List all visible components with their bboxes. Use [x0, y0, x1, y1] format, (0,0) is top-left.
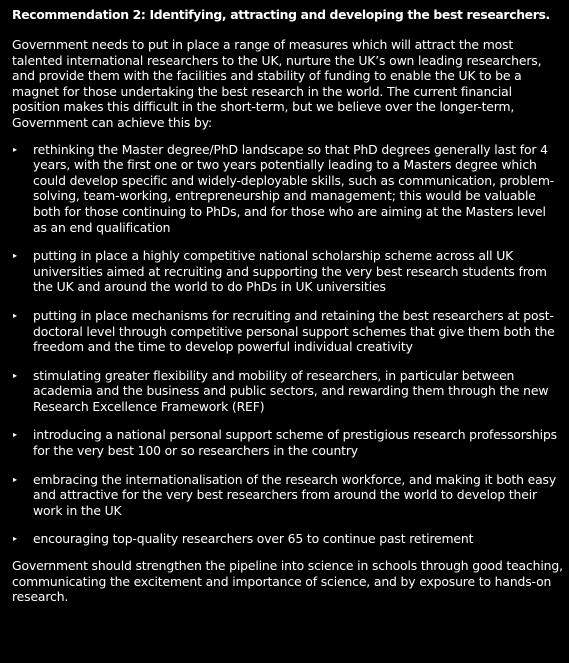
measures-list — [12, 142, 563, 547]
bullet-arrow-icon: ▸ — [13, 370, 17, 380]
recommendation-heading: Recommendation 2: Identifying, attracting and developing the best researchers. — [12, 7, 550, 22]
list-item — [12, 472, 563, 519]
bullet-arrow-icon: ▸ — [13, 430, 17, 440]
bullet-arrow-icon: ▸ — [13, 474, 17, 484]
list-item-text: stimulating greater flexibility and mobility of researchers, in particular between academia and the business and public sectors, and rewarding them through the new Research Excellence Framework (REF) — [33, 367, 549, 414]
closing-paragraph: Government should strengthen the pipeline into science in schools through good teaching, communicating the excitement and importance of science, and by exposure to hands-on research. — [12, 558, 563, 605]
list-item-text: encouraging top-quality researchers over 65 to continue past retirement — [33, 531, 474, 547]
list-item-text: putting in place mechanisms for recruiting and retaining the best researchers at post-doctoral level through competitive personal support schemes that give them both the freedom and the time to develop powerful individual creativity — [33, 307, 555, 355]
list-item-text: embracing the internationalisation of the research workforce, and making it both easy and attractive for the very best researchers from around the world to develop their work in the UK — [33, 471, 556, 518]
list-item-text: introducing a national personal support scheme of prestigious research professorships for the very best 100 or so researchers in the country — [33, 427, 557, 459]
intro-paragraph: Government needs to put in place a range of measures which will attract the most talented international researchers to the UK, nurture the UK’s own leading researchers, and provide them with the facilities and stability of funding to enable the UK to be a magnet for those undertaking the best research in the world. The current financial position makes this difficult in the short-term, but we believe over the longer-term, Government can achieve this by: — [12, 37, 542, 130]
bullet-arrow-icon: ▸ — [13, 310, 17, 320]
bullet-arrow-icon: ▸ — [13, 144, 17, 154]
list-item — [12, 368, 563, 415]
list-item — [12, 531, 563, 547]
bullet-arrow-icon: ▸ — [13, 534, 17, 544]
list-item-text: rethinking the Master degree/PhD landscape so that PhD degrees generally last for 4 years, with the first one or two years potentially leading to a Masters degree which could develop specific and widely-deployable skills, such as communication, problem-solving, team-working, entrepreneurship and management; this would be valuable both for those continuing to PhDs, and for those who are aiming at the Masters level as an end qualification — [33, 141, 555, 235]
bullet-arrow-icon: ▸ — [13, 251, 17, 261]
list-item-text: putting in place a highly competitive national scholarship scheme across all UK universities aimed at recruiting and supporting the very best research students from the UK and around the world to do PhDs in UK universities — [33, 248, 547, 295]
list-item — [12, 427, 563, 458]
list-item — [12, 248, 563, 295]
list-item — [12, 308, 563, 355]
list-item — [12, 142, 563, 236]
